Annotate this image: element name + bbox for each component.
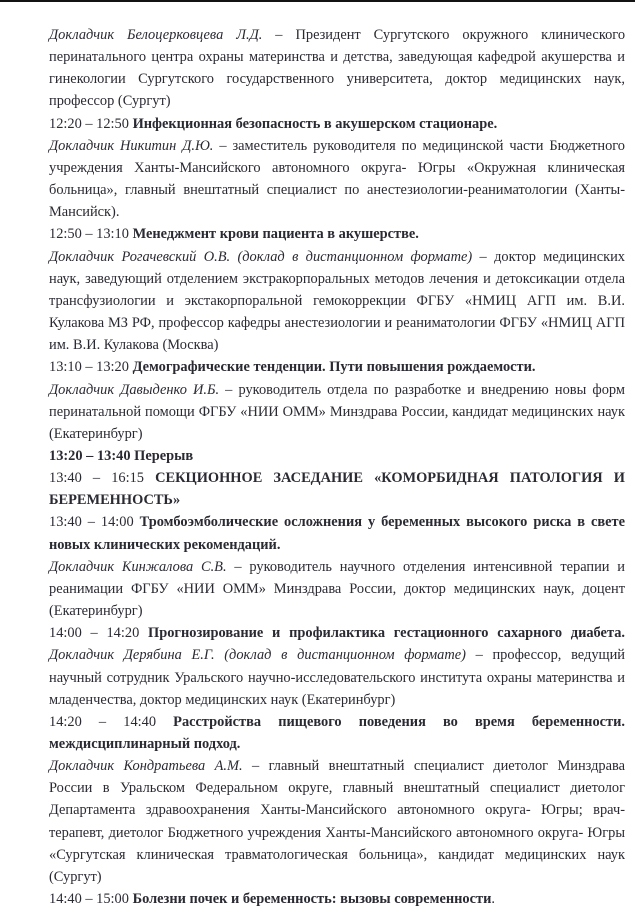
session-entry bbox=[49, 511, 629, 555]
speaker-paragraph bbox=[49, 135, 629, 224]
speaker-text-run: Докладчик Кинжалова С.В. bbox=[49, 558, 227, 575]
body-text-run: . bbox=[491, 891, 495, 908]
title-text-run: Менеджмент крови пациента в акушерстве. bbox=[132, 226, 419, 243]
speaker-paragraph bbox=[49, 246, 629, 357]
session-entry bbox=[49, 356, 625, 378]
break-entry bbox=[49, 445, 625, 467]
speaker-text-run: Докладчик Кондратьева А.М. bbox=[49, 758, 243, 775]
session-entry bbox=[49, 223, 625, 245]
body-text-run: – руководитель отдела по разработке и внедрению новы форм перинатальной помощи ФГБУ «НИИ ОММ» Минздрава России, кандидат медицинских наук (Екатеринбург) bbox=[49, 381, 629, 442]
title-text-run: Расстройства пищевого поведения во время беременности. междисциплинарный подход. bbox=[49, 713, 629, 752]
body-text-run: 13:40 – 14:00 bbox=[49, 514, 140, 531]
section-heading bbox=[49, 467, 629, 511]
body-text-run: – профессор, ведущий научный сотрудник Уральского научно-исследовательского института охраны материнства и младенчества, доктор медицинских наук (Екатеринбург) bbox=[49, 647, 629, 708]
session-entry bbox=[49, 888, 625, 910]
session-entry-with-speaker bbox=[49, 622, 629, 711]
body-text-run: – заместитель руководителя по медицинской части Бюджетного учреждения Ханты-Мансийского автономного округа- Югры «Окружная клиническая больница», главный внештатный специалист по анестезиологии-реаниматологии (Ханты-Мансийск). bbox=[49, 137, 629, 221]
title-text-run: Инфекционная безопасность в акушерском стационаре. bbox=[132, 115, 498, 132]
body-text-run: – доктор медицинских наук, заведующий отделением экстракорпоральных методов лечения и детоксикации отдела трансфузиологии и экстакорпоральной гемокоррекции ФГБУ «НМИЦ АГП им. В.И. Кулакова МЗ РФ, профессор кафедры анестезиологии и реаниматологии ФГБУ «НМИЦ АГП им. В.И. Кулакова (Москва) bbox=[49, 248, 629, 354]
body-text-run: – Президент Сургутского окружного клинического перинатального центра охраны материнства и детства, заведующая кафедрой акушерства и гинекологии Сургутского государственного университета, доктор медицинских наук, профессор (Сургут) bbox=[49, 27, 629, 110]
speaker-text-run: Докладчик Дерябина Е.Г. (доклад в дистанционном формате) bbox=[49, 625, 629, 664]
speaker-paragraph bbox=[49, 755, 629, 888]
speaker-paragraph bbox=[49, 24, 629, 113]
speaker-text-run: Докладчик Никитин Д.Ю. bbox=[49, 137, 214, 154]
body-text-run: – руководитель научного отделения интенсивной терапии и реанимации ФГБУ «НИИ ОММ» Минздрава России, доктор медицинских наук, доцент (Екатеринбург) bbox=[49, 558, 629, 620]
body-text-run: 12:20 – 12:50 bbox=[49, 115, 133, 132]
title-text-run: 13:20 – 13:40 Перерыв bbox=[49, 447, 194, 464]
title-text-run: СЕКЦИОННОЕ ЗАСЕДАНИЕ «КОМОРБИДНАЯ ПАТОЛОГИЯ И БЕРЕМЕННОСТЬ» bbox=[49, 470, 629, 509]
speaker-text-run: Докладчик Давыденко И.Б. bbox=[49, 381, 220, 398]
speaker-paragraph bbox=[49, 556, 629, 622]
page-top-border bbox=[0, 0, 635, 2]
session-entry bbox=[49, 113, 625, 135]
body-text-run: 14:20 – 14:40 bbox=[49, 713, 174, 730]
title-text-run: Тромбоэмболические осложнения у беременных высокого риска в свете новых клинических рекомендаций. bbox=[49, 514, 629, 553]
body-text-run: 14:00 – 14:20 bbox=[49, 625, 149, 642]
body-text-run: – главный внештатный специалист диетолог Минздрава России в Уральском Федеральном округе, главный внештатный специалист диетолог Департамента здравоохранения Ханты-Мансийского автономного округа- Югры; врач-терапевт, диетолог Бюджетного учреждения Ханты-Мансийского автономного округа- Югры «Сургутская клиническая травматологическая больница», кандидат медицинских наук (Сургут) bbox=[49, 758, 629, 885]
title-text-run: Болезни почек и беременность: вызовы современности bbox=[132, 891, 492, 908]
speaker-paragraph bbox=[49, 379, 629, 445]
body-text-run: 14:40 – 15:00 bbox=[49, 891, 133, 908]
speaker-text-run: Докладчик Белоцерковцева Л.Д. bbox=[49, 27, 263, 43]
session-entry bbox=[49, 711, 629, 755]
body-text-run: 13:40 – 16:15 bbox=[49, 470, 156, 487]
program-content bbox=[49, 24, 629, 910]
body-text-run: 13:10 – 13:20 bbox=[49, 359, 133, 376]
body-text-run: 12:50 – 13:10 bbox=[49, 226, 133, 243]
title-text-run: Демографические тенденции. Пути повышения рождаемости. bbox=[132, 359, 536, 376]
title-text-run: Прогнозирование и профилактика гестационного сахарного диабета. bbox=[148, 625, 625, 642]
speaker-text-run: Докладчик Рогачевский О.В. (доклад в дистанционном формате) bbox=[49, 248, 473, 265]
